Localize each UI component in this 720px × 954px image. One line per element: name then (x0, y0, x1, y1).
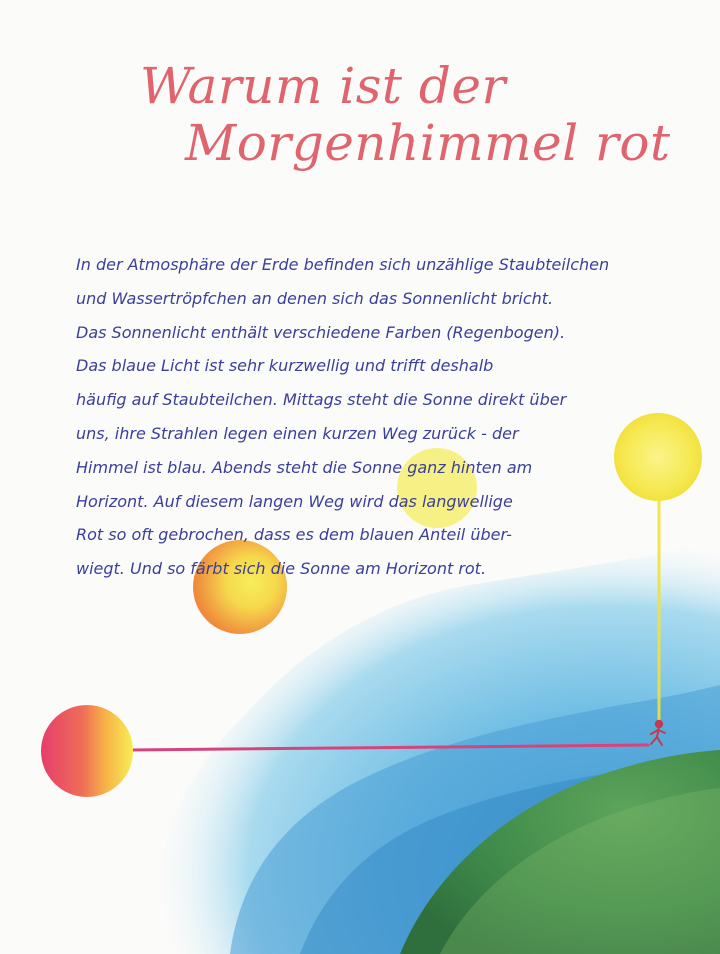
sun-icon-sunset (41, 705, 133, 797)
text-line: häufig auf Staubteilchen. Mittags steht die Sonne direkt über (76, 390, 567, 410)
explanation-text (76, 248, 676, 586)
text-line: und Wassertröpfchen an denen sich das Sonnenlicht bricht. (76, 288, 554, 308)
title-line-2: Morgenhimmel rot (185, 114, 671, 172)
text-line: Das Sonnenlicht enthält verschiedene Farben (Regenbogen). (76, 322, 566, 342)
text-line: Horizont. Auf diesem langen Weg wird das langwellige (76, 491, 513, 511)
text-line: Himmel ist blau. Abends steht die Sonne ganz hinten am (76, 457, 533, 477)
text-line: In der Atmosphäre der Erde befinden sich unzählige Staubteilchen (76, 255, 610, 274)
text-line: wiegt. Und so färbt sich die Sonne am Horizont rot. (76, 559, 487, 579)
text-line: Rot so oft gebrochen, dass es dem blauen Anteil über- (76, 525, 512, 545)
text-line: uns, ihre Strahlen legen einen kurzen Weg zurück - der (76, 423, 519, 443)
title-line-1: Warum ist der (140, 57, 506, 115)
page-title (0, 58, 720, 172)
text-line: Das blaue Licht ist sehr kurzwellig und trifft deshalb (76, 356, 494, 376)
